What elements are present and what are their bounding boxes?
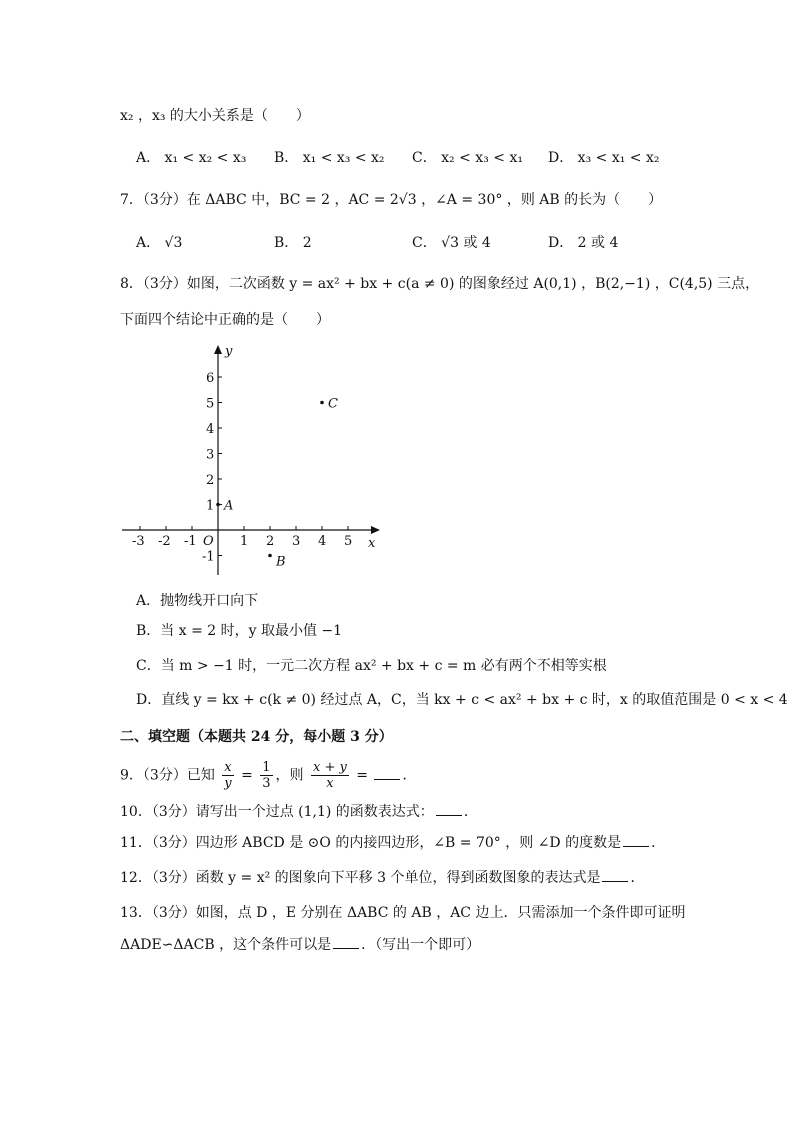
point-c-label: C <box>328 396 338 412</box>
q12 <box>120 867 644 888</box>
answer-blank[interactable] <box>333 934 359 949</box>
coordinate-figure <box>110 335 400 580</box>
q7-option-c: C． √3 或 4 <box>412 235 491 251</box>
q9-tail: = <box>351 767 373 784</box>
q10 <box>120 801 478 822</box>
q6-option-c: C． x₂ < x₃ < x₁ <box>412 150 523 166</box>
y-axis-label: y <box>225 344 233 359</box>
q10-text: 10．（3分）请写出一个过点 (1,1) 的函数表达式： <box>120 804 434 820</box>
q9-frac-one-third <box>260 760 272 791</box>
q13-line1: 13．（3分）如图，点 D ，E 分别在 ΔABC 的 AB ，AC 边上．只需添加一个条件即可证明 <box>120 905 686 921</box>
point-a-dot <box>216 503 220 507</box>
q13-line2-pre: ΔADE∽ΔACB ，这个条件可以是 <box>120 937 332 953</box>
q8-stem-line1: 8．（3分）如图，二次函数 y = ax² + bx + c(a ≠ 0) 的图象经过 A(0,1) ，B(2,−1) ，C(4,5) 三点， <box>120 276 760 292</box>
frac-num: 1 <box>262 760 271 775</box>
q7-options <box>0 233 793 253</box>
y-axis-arrow <box>214 345 222 354</box>
point-a-label: A <box>224 498 234 514</box>
frac-den: x <box>326 776 334 791</box>
q12-end: ． <box>630 870 645 886</box>
q6-option-a: A． x₁ < x₂ < x₃ <box>136 150 247 166</box>
frac-den: y <box>224 776 232 791</box>
q8-stem-line2: 下面四个结论中正确的是（ ） <box>120 312 330 328</box>
answer-blank[interactable] <box>623 832 649 847</box>
q9 <box>120 760 416 791</box>
frac-den: 3 <box>262 776 271 791</box>
q13-line2 <box>120 934 480 955</box>
answer-blank[interactable] <box>374 765 400 780</box>
q8-option-c: C．当 m > −1 时，一元二次方程 ax² + bx + c = m 必有两个不相等实根 <box>136 658 607 674</box>
point-b-label: B <box>276 554 286 570</box>
y-tick-label: 1 <box>206 498 215 514</box>
q9-eq: = <box>236 767 258 784</box>
x-tick-label: -2 <box>158 534 171 549</box>
q6-option-d: D． x₃ < x₁ < x₂ <box>548 150 660 166</box>
origin-label: O <box>203 534 214 549</box>
q7-option-a: A． √3 <box>136 235 183 251</box>
point-c-dot <box>320 401 324 405</box>
q12-text: 12．（3分）函数 y = x² 的图象向下平移 3 个单位，得到函数图象的表达式是 <box>120 870 601 886</box>
q6-option-b: B． x₁ < x₃ < x₂ <box>274 150 385 166</box>
section-title-fill-in: 二、填空题（本题共 24 分，每小题 3 分） <box>120 729 393 745</box>
q9-frac-x-plus-y-over-x <box>311 760 349 791</box>
x-tick-label: 2 <box>266 534 275 549</box>
answer-blank[interactable] <box>436 801 462 816</box>
x-axis-arrow <box>371 526 380 534</box>
q7-stem: 7．（3分）在 ΔABC 中，BC = 2 ，AC = 2√3 ，∠A = 30° ，则 AB 的长为（ ） <box>120 192 663 208</box>
x-axis-label: x <box>368 536 376 551</box>
frac-num: x + y <box>313 760 347 775</box>
q9-frac-x-over-y <box>222 760 233 791</box>
q7-option-b: B． 2 <box>274 235 312 251</box>
q8-option-a: A．抛物线开口向下 <box>136 593 259 609</box>
x-tick-label: 1 <box>240 534 249 549</box>
y-tick-label: 5 <box>206 396 215 412</box>
frac-num: x <box>224 760 232 775</box>
q7-option-d: D． 2 或 4 <box>548 235 619 251</box>
q13-line2-post: ．（写出一个即可） <box>361 937 481 953</box>
q6-options <box>0 148 793 168</box>
x-tick-label: 4 <box>318 534 327 549</box>
q9-end: ． <box>402 767 417 784</box>
q11 <box>120 832 665 853</box>
point-b-dot <box>268 554 272 558</box>
q11-end: ． <box>651 835 666 851</box>
y-tick-label: 4 <box>206 422 215 437</box>
y-tick-label: 2 <box>206 473 215 488</box>
q9-prefix: 9．（3分）已知 <box>120 767 215 784</box>
y-tick-label: 3 <box>206 447 215 463</box>
x-tick-label: -3 <box>132 534 145 549</box>
q10-end: ． <box>463 804 478 820</box>
answer-blank[interactable] <box>602 867 628 882</box>
q6-tail: x₂ ，x₃ 的大小关系是（ ） <box>120 108 310 124</box>
y-tick-label: 6 <box>206 371 215 386</box>
q8-option-d: D．直线 y = kx + c(k ≠ 0) 经过点 A，C，当 kx + c < ax² + bx + c 时，x 的取值范围是 0 < x < 4 <box>136 692 788 708</box>
x-tick-label: 5 <box>344 534 353 549</box>
q11-text: 11．（3分）四边形 ABCD 是 ⊙O 的内接四边形，∠B = 70° ，则 ∠D 的度数是 <box>120 835 622 851</box>
q9-mid: ，则 <box>275 767 304 784</box>
x-tick-label: -1 <box>184 534 197 549</box>
x-tick-label: 3 <box>292 534 301 549</box>
y-tick-label: -1 <box>202 549 215 565</box>
q8-option-b: B．当 x = 2 时，y 取最小值 −1 <box>136 623 343 639</box>
